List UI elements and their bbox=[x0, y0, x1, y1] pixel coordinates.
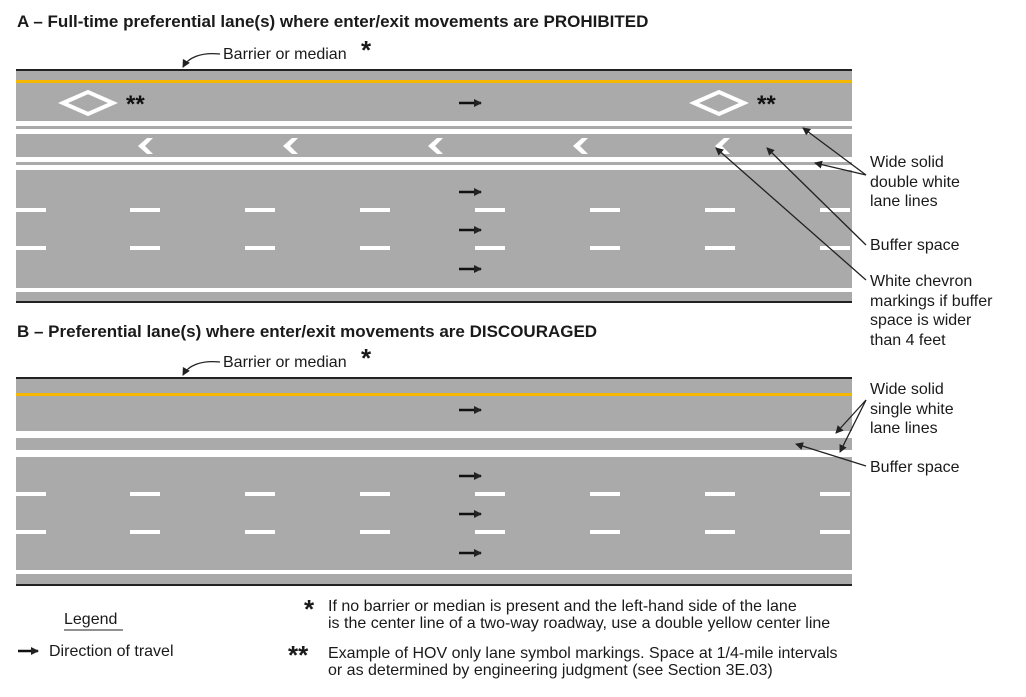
lane-dash bbox=[130, 530, 160, 534]
lane-dash bbox=[475, 208, 505, 212]
lane-dash bbox=[16, 208, 46, 212]
lane-dash bbox=[130, 492, 160, 496]
section-b-barrier-label: Barrier or median bbox=[223, 354, 347, 371]
lane-dash bbox=[590, 492, 620, 496]
lane-dash bbox=[590, 208, 620, 212]
section-b-single-white-line bbox=[16, 431, 852, 438]
lane-dash bbox=[16, 246, 46, 250]
lane-dash bbox=[705, 246, 735, 250]
section-b-edge-line bbox=[16, 570, 852, 574]
lane-dash bbox=[245, 208, 275, 212]
section-a-barrier-asterisk: * bbox=[361, 35, 372, 65]
callout-lane-lines-b bbox=[870, 380, 954, 439]
barrier-leader-line bbox=[183, 54, 220, 67]
footnote-2-text bbox=[328, 645, 838, 679]
callout-line: than 4 feet bbox=[870, 331, 946, 349]
lane-dash bbox=[360, 208, 390, 212]
callout-line: lane lines bbox=[870, 420, 938, 437]
barrier-leader-line bbox=[183, 362, 220, 375]
lane-dash bbox=[590, 246, 620, 250]
footnote-1-text bbox=[328, 598, 830, 632]
callout-line: Wide solid bbox=[870, 154, 944, 171]
lane-dash bbox=[475, 530, 505, 534]
section-a-double-white-line bbox=[16, 129, 852, 134]
lane-dash bbox=[360, 246, 390, 250]
section-a-double-white-line bbox=[16, 165, 852, 170]
lane-dash bbox=[705, 492, 735, 496]
lane-dash bbox=[820, 492, 850, 496]
lane-dash bbox=[820, 530, 850, 534]
lane-dash bbox=[16, 492, 46, 496]
callout-line: space is wider bbox=[870, 312, 972, 329]
lane-dash bbox=[820, 208, 850, 212]
callout-line: White chevron bbox=[870, 273, 973, 290]
callout-buffer-a: Buffer space bbox=[870, 237, 960, 254]
lane-dash bbox=[360, 492, 390, 496]
callout-line: Wide solid bbox=[870, 381, 944, 398]
callout-line: markings if buffer bbox=[870, 292, 993, 310]
footnote-2-mark: ** bbox=[288, 640, 309, 670]
footnote-line: Example of HOV only lane symbol markings. Space at 1/4-mile intervals bbox=[328, 645, 838, 662]
legend-direction-label: Direction of travel bbox=[49, 643, 174, 660]
section-b-roadway bbox=[16, 378, 852, 585]
callout-line: double white bbox=[870, 173, 960, 191]
lane-dash bbox=[705, 530, 735, 534]
lane-dash bbox=[130, 246, 160, 250]
footnote-line: is the center line of a two-way roadway, use a double yellow center line bbox=[328, 615, 831, 632]
footnote-line: or as determined by engineering judgment (see Section 3E.03) bbox=[328, 662, 773, 679]
section-a-barrier-label: Barrier or median bbox=[223, 46, 347, 63]
lane-dash bbox=[475, 246, 505, 250]
section-a-roadway bbox=[16, 70, 852, 302]
section-b-heading: B – Preferential lane(s) where enter/exit movements are DISCOURAGED bbox=[17, 322, 598, 341]
lane-dash bbox=[360, 530, 390, 534]
section-a-double-white-line bbox=[16, 121, 852, 126]
section-b-yellow-line bbox=[16, 393, 852, 396]
section-a-yellow-line bbox=[16, 80, 852, 83]
lane-dash bbox=[590, 530, 620, 534]
hov-double-asterisk: ** bbox=[126, 91, 145, 118]
lane-dash bbox=[245, 530, 275, 534]
section-b-pavement bbox=[16, 378, 852, 585]
lane-dash bbox=[16, 530, 46, 534]
lane-dash bbox=[820, 246, 850, 250]
footnote-1-mark: * bbox=[304, 594, 315, 624]
callout-line: single white bbox=[870, 400, 954, 418]
callout-line: lane lines bbox=[870, 193, 938, 210]
lane-dash bbox=[475, 492, 505, 496]
lane-dash bbox=[245, 492, 275, 496]
hov-double-asterisk: ** bbox=[757, 91, 776, 118]
callout-chevron-a bbox=[870, 272, 992, 350]
lane-dash bbox=[130, 208, 160, 212]
callout-lane-lines-a bbox=[870, 153, 960, 212]
section-b-single-white-line bbox=[16, 450, 852, 457]
section-b-barrier-asterisk: * bbox=[361, 343, 372, 373]
lane-dash bbox=[245, 246, 275, 250]
section-a-edge-line bbox=[16, 288, 852, 292]
lane-dash bbox=[705, 208, 735, 212]
callout-buffer-b: Buffer space bbox=[870, 459, 960, 476]
footnote-line: If no barrier or median is present and the left-hand side of the lane bbox=[328, 598, 797, 615]
legend-title: Legend bbox=[64, 611, 118, 628]
section-a-heading: A – Full-time preferential lane(s) where enter/exit movements are PROHIBITED bbox=[17, 12, 649, 31]
